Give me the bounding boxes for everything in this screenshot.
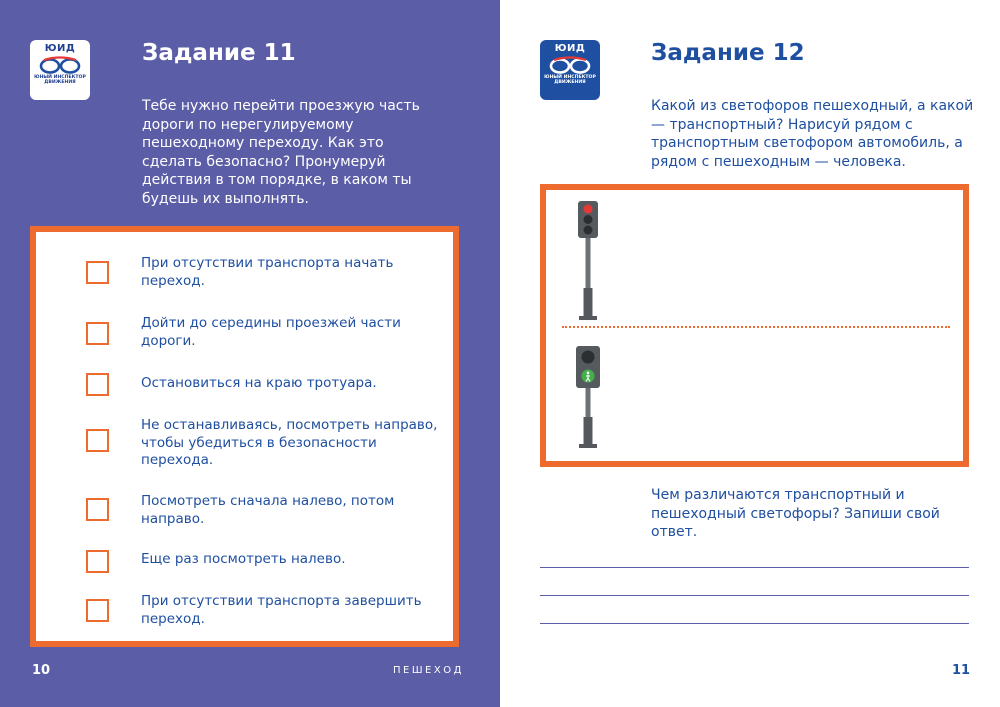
task-12-instructions: Какой из светофоров пешеходный, а какой — транспортный? Нарисуй рядом с транспортным светофором автомобиль, а рядом с пешеходным — человека. [651, 98, 974, 170]
step-text: Не останавливаясь, посмотреть направо, чтобы убедиться в безопасности перехода. [141, 417, 438, 468]
task-11-title: Задание 11 [142, 40, 296, 66]
answer-line[interactable] [540, 623, 969, 624]
bicycle-logo-icon [38, 56, 82, 74]
yuid-logo [540, 40, 600, 100]
step-number-box[interactable] [86, 373, 109, 396]
step-text: При отсутствии транспорта завершить переход. [141, 593, 422, 627]
step-number-box[interactable] [86, 599, 109, 622]
logo-subtitle: ЮНЫЙ ИНСПЕКТОР ДВИЖЕНИЯ [34, 75, 86, 86]
step-number-box[interactable] [86, 429, 109, 452]
logo-title: ЮИД [554, 43, 586, 54]
step-text: Посмотреть сначала налево, потом направо. [141, 493, 395, 527]
step-number-box[interactable] [86, 322, 109, 345]
task-11-instructions: Тебе нужно перейти проезжую часть дороги по нерегулируемому пешеходному переходу. Как это сделать безопасно? Пронумеруй действия в том порядке, в каком ты будешь их выполнять. [142, 98, 420, 207]
logo-subtitle: ЮНЫЙ ИНСПЕКТОР ДВИЖЕНИЯ [544, 75, 596, 86]
task-12-question: Чем различаются транспортный и пешеходный светофоры? Запиши свой ответ. [651, 487, 940, 540]
step-text: Остановиться на краю тротуара. [141, 375, 377, 391]
step-number-box[interactable] [86, 550, 109, 573]
step-number-box[interactable] [86, 498, 109, 521]
yuid-logo [30, 40, 90, 100]
step-text: При отсутствии транспорта начать переход. [141, 255, 394, 289]
vehicle-traffic-light-icon [574, 198, 602, 323]
logo-title: ЮИД [44, 43, 76, 54]
step-text: Дойти до середины проезжей части дороги. [141, 315, 401, 349]
pedestrian-traffic-light-icon [573, 344, 603, 452]
bicycle-logo-icon [548, 56, 592, 74]
step-number-box[interactable] [86, 261, 109, 284]
section-label: ПЕШЕХОД [393, 665, 464, 676]
page-number-right: 11 [952, 663, 971, 678]
step-checklist [30, 226, 459, 647]
page-number-left: 10 [32, 663, 51, 678]
dotted-divider [562, 326, 950, 328]
answer-line[interactable] [540, 595, 969, 596]
answer-line[interactable] [540, 567, 969, 568]
task-12-title: Задание 12 [651, 40, 805, 66]
step-text: Еще раз посмотреть налево. [141, 551, 346, 567]
